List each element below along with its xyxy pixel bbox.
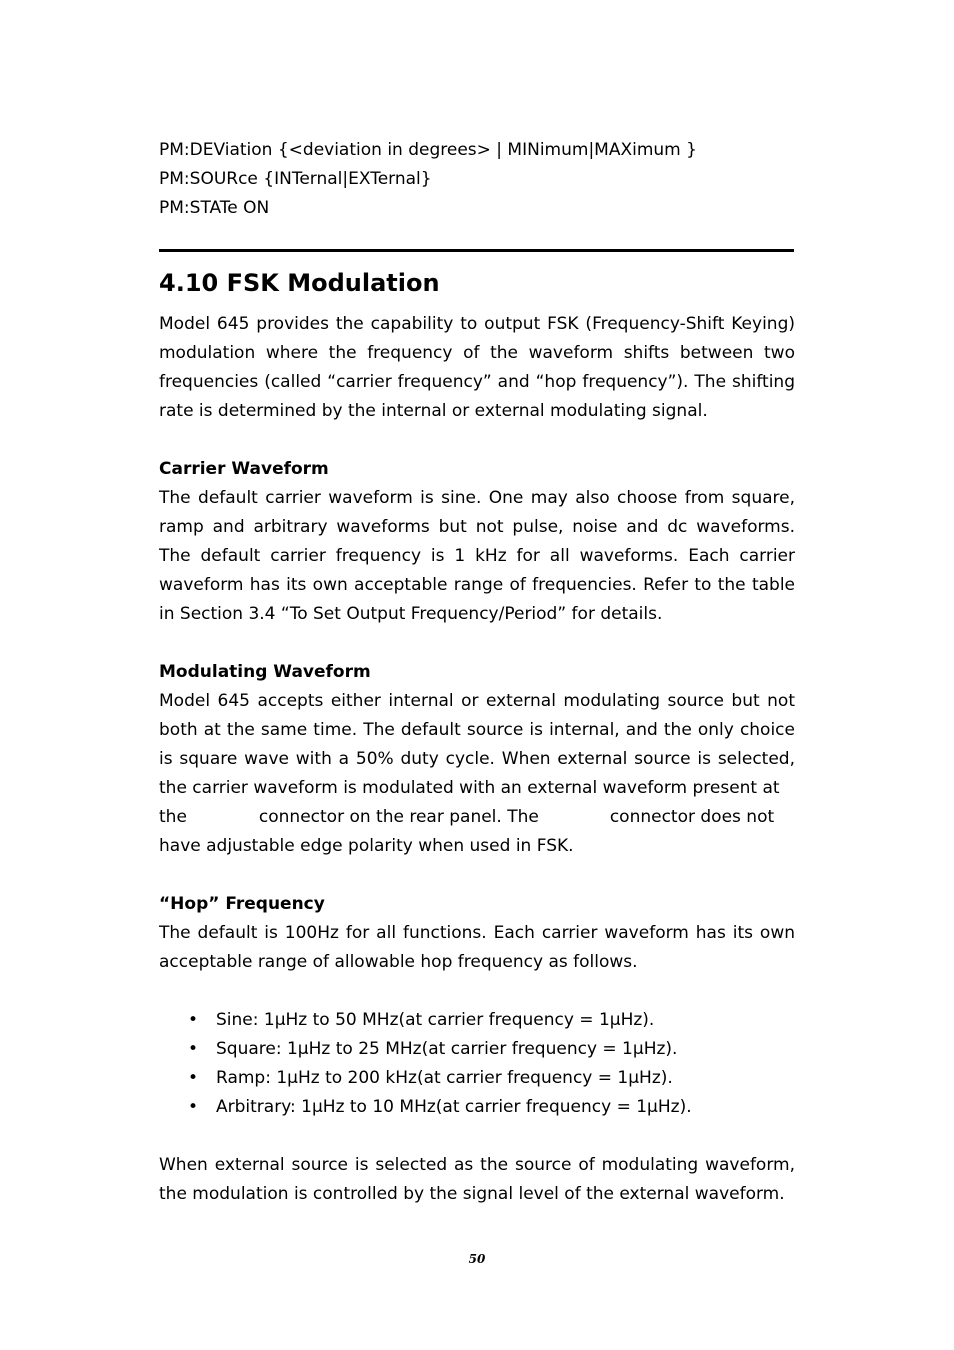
bullet-icon: • (188, 1039, 199, 1059)
list-item: • Arbitrary: 1μHz to 10 MHz(at carrier frequency = 1μHz). (159, 1093, 795, 1122)
connector-word-the: the (159, 807, 187, 827)
code-line-state: PM:STATe ON (159, 198, 270, 218)
connector-word-rear: connector on the rear panel. The (258, 807, 539, 827)
hop-heading: “Hop” Frequency (159, 894, 325, 914)
hop-paragraph: The default is 100Hz for all functions. Each carrier waveform has its own acceptable range of allowable hop frequency as follows. (159, 923, 795, 972)
section-title: 4.10 FSK Modulation (159, 269, 440, 297)
closing-paragraph: When external source is selected as the source of modulating waveform, the modulation is controlled by the signal level of the external waveform. (159, 1155, 795, 1204)
modulating-connector-line (159, 803, 795, 832)
modulating-paragraph-a: Model 645 accepts either internal or external modulating source but not both at the same time. The default source is internal, and the only choice is square wave with a 50% duty cycle. When external source is selected, the carrier waveform is modulated with an external waveform present at (159, 691, 795, 798)
list-item: • Ramp: 1μHz to 200 kHz(at carrier frequency = 1μHz). (159, 1064, 795, 1093)
connector-word-not: connector does not (609, 807, 775, 827)
intro-paragraph: Model 645 provides the capability to output FSK (Frequency-Shift Keying) modulation where the frequency of the waveform shifts between two frequencies (called “carrier frequency” and “hop frequency”). The shifting rate is determined by the internal or external modulating signal. (159, 314, 795, 421)
bullet-icon: • (188, 1010, 199, 1030)
section-divider (159, 249, 794, 252)
carrier-heading: Carrier Waveform (159, 459, 329, 479)
page-number: 50 (468, 1252, 486, 1266)
code-line-source: PM:SOURce {INTernal|EXTernal} (159, 169, 432, 189)
modulating-heading: Modulating Waveform (159, 662, 371, 682)
code-line-deviation: PM:DEViation {<deviation in degrees> | MINimum|MAXimum } (159, 140, 697, 160)
page-content (159, 136, 795, 1209)
hop-list (159, 1006, 795, 1122)
list-item: • Square: 1μHz to 25 MHz(at carrier frequency = 1μHz). (159, 1035, 795, 1064)
carrier-paragraph: The default carrier waveform is sine. One may also choose from square, ramp and arbitrary waveforms but not pulse, noise and dc waveforms. The default carrier frequency is 1 kHz for all waveforms. Each carrier waveform has its own acceptable range of frequencies. Refer to the table in Section 3.4 “To Set Output Frequency/Period” for details. (159, 488, 795, 624)
modulating-paragraph-b: have adjustable edge polarity when used in FSK. (159, 836, 574, 856)
bullet-icon: • (188, 1097, 199, 1117)
list-item: • Sine: 1μHz to 50 MHz(at carrier frequency = 1μHz). (159, 1006, 795, 1035)
bullet-icon: • (188, 1068, 199, 1088)
